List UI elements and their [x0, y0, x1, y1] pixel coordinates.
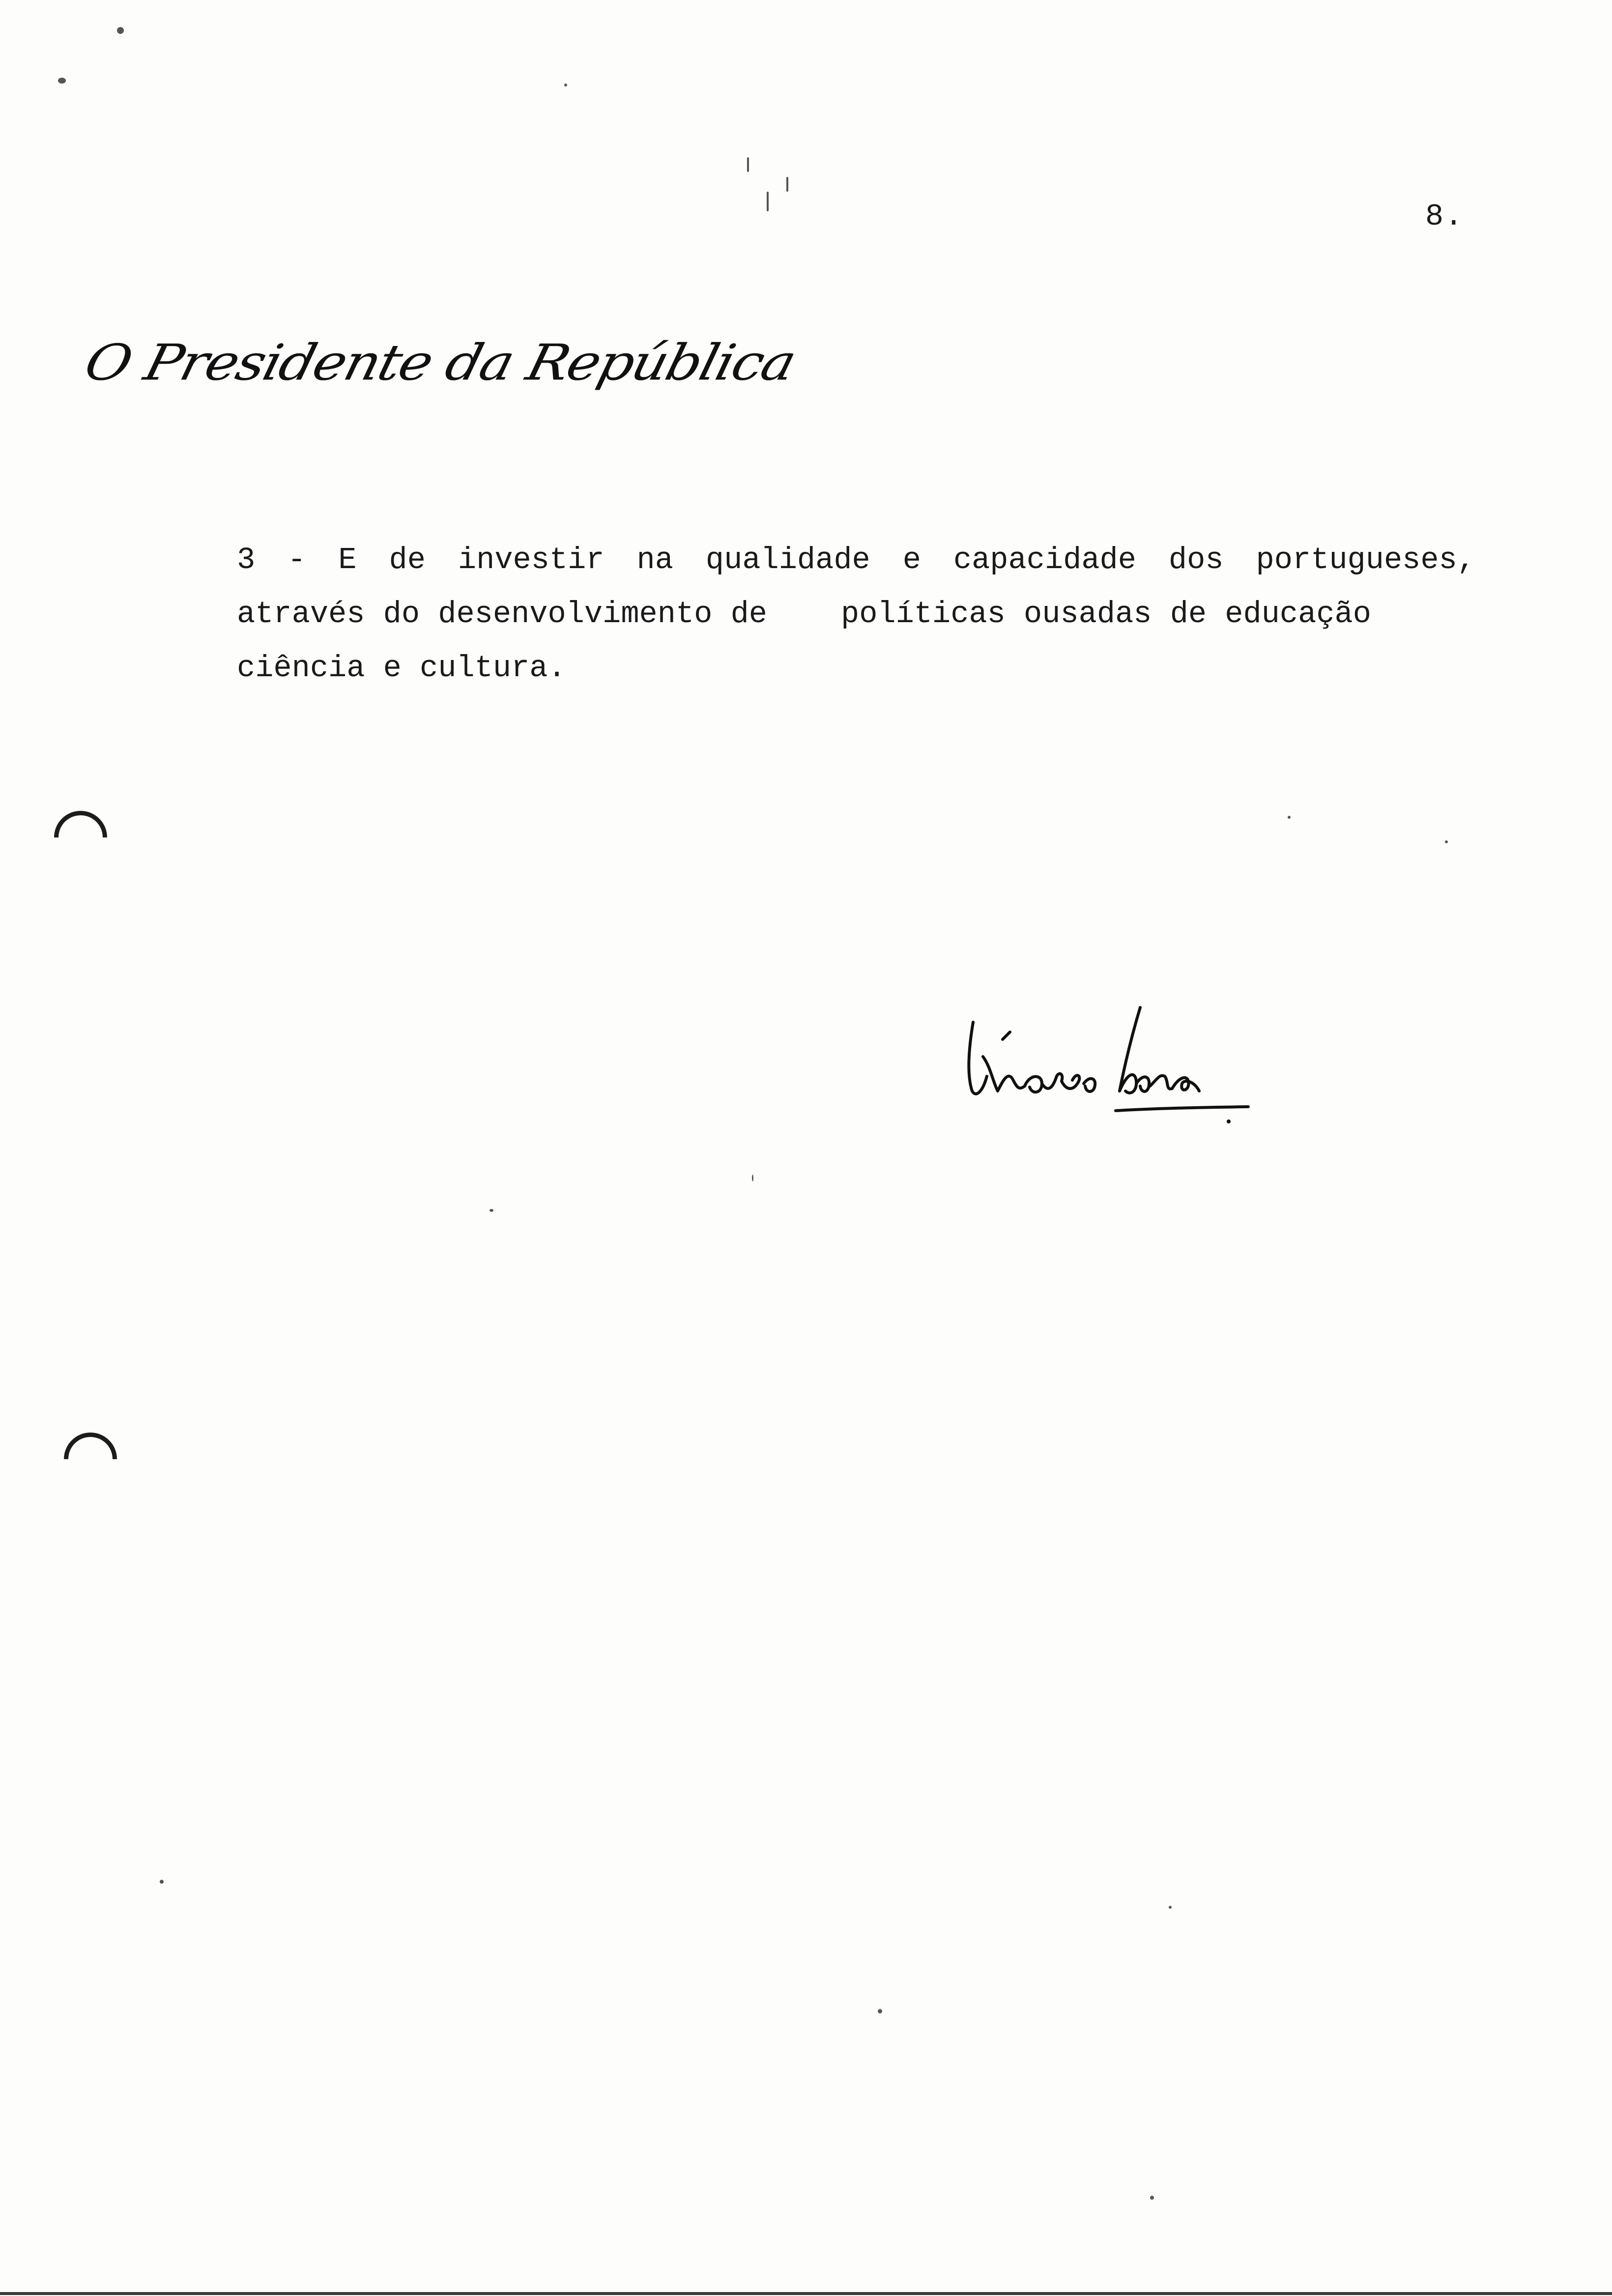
handwritten-signature	[963, 993, 1268, 1150]
scan-speck	[1169, 1906, 1172, 1909]
body-paragraph	[237, 533, 1475, 695]
paragraph-line-2-left: através do desenvolvimento de	[237, 597, 767, 631]
scan-speck	[58, 78, 66, 84]
scan-speck	[117, 27, 124, 34]
scan-speck	[1288, 816, 1291, 819]
page-bottom-edge	[0, 2292, 1612, 2295]
scan-speck	[752, 1175, 753, 1181]
scan-speck	[160, 1880, 164, 1884]
scan-speck	[767, 192, 769, 211]
paragraph-line-2-right: políticas ousadas de educação	[840, 597, 1371, 631]
letterhead	[79, 334, 801, 403]
punch-hole-top	[43, 800, 118, 875]
scan-speck	[1445, 840, 1448, 843]
page-number: 8.	[1425, 199, 1464, 234]
scan-speck	[747, 157, 749, 172]
letterhead-title: O Presidente da República	[79, 334, 801, 392]
scan-speck	[564, 84, 567, 86]
paragraph-line-2	[237, 587, 1475, 641]
paragraph-line-3: ciência e cultura.	[237, 651, 566, 686]
scan-speck	[786, 177, 788, 192]
scan-speck	[878, 2009, 882, 2013]
scan-speck	[1150, 2196, 1154, 2200]
punch-hole-bottom	[53, 1422, 128, 1497]
paragraph-line-1: 3 - E de investir na qualidade e capacidade dos portugueses,	[237, 543, 1475, 577]
scan-speck	[489, 1209, 493, 1212]
